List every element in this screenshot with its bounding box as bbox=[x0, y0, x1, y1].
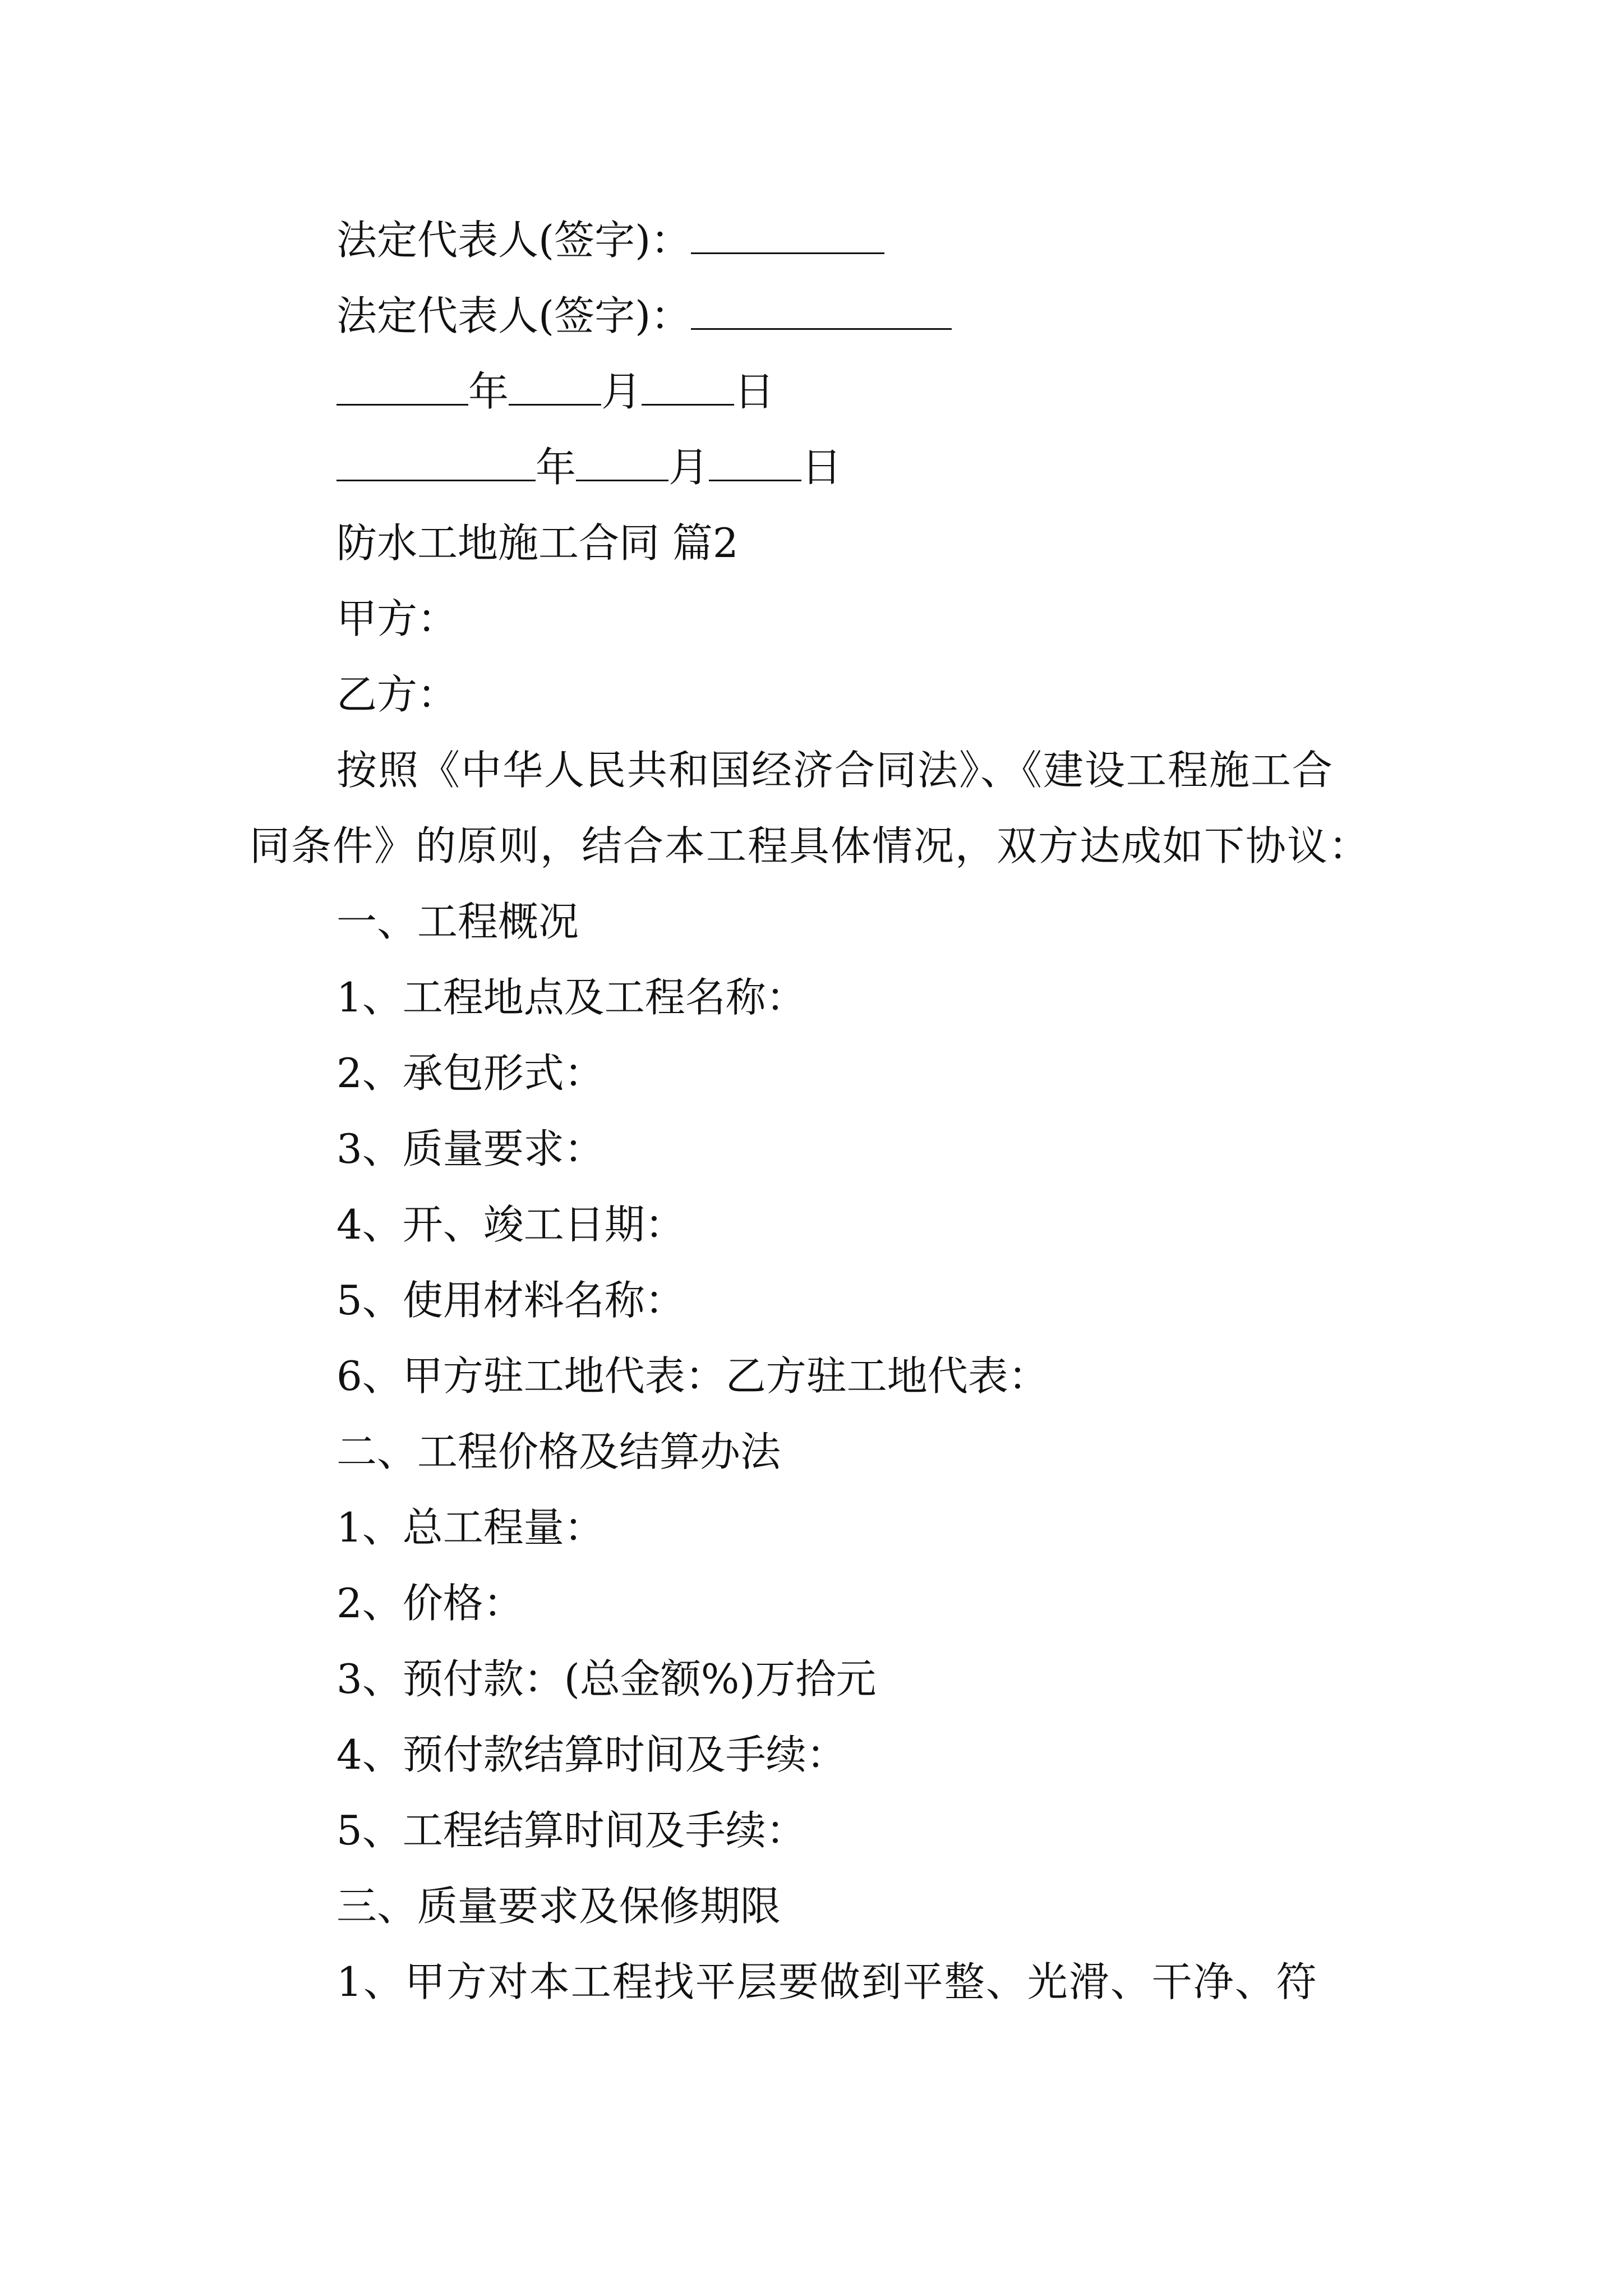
section-2-item-1: 1、总工程量： bbox=[336, 1504, 605, 1551]
intro-line-2: 同条件》的原则，结合本工程具体情况，双方达成如下协议： bbox=[250, 822, 1371, 869]
month-blank-1 bbox=[509, 370, 601, 406]
section-heading-3: 三、质量要求及保修期限 bbox=[336, 1883, 781, 1930]
section-1-item-6: 6、甲方驻工地代表：乙方驻工地代表： bbox=[336, 1352, 1049, 1400]
section-heading-1: 一、工程概况 bbox=[336, 898, 579, 945]
month-blank-2 bbox=[576, 446, 668, 481]
year-blank-2 bbox=[336, 446, 536, 481]
document-title: 防水工地施工合同 篇2 bbox=[336, 519, 739, 567]
legal-rep-signature-line-2 bbox=[336, 289, 952, 343]
date-line-2 bbox=[336, 440, 842, 494]
month-label-1: 月 bbox=[601, 368, 642, 415]
section-3-item-1: 1、甲方对本工程找平层要做到平整、光滑、干净、符 bbox=[336, 1958, 1318, 2005]
day-blank-2 bbox=[709, 446, 801, 481]
party-b: 乙方： bbox=[336, 671, 458, 718]
signature-blank-2 bbox=[691, 295, 952, 330]
party-a: 甲方： bbox=[336, 595, 458, 642]
legal-rep-label-1: 法定代表人(签字)： bbox=[336, 217, 691, 264]
section-heading-2: 二、工程价格及结算办法 bbox=[336, 1428, 781, 1475]
section-1-item-1: 1、工程地点及工程名称： bbox=[336, 974, 806, 1021]
section-2-item-5: 5、工程结算时间及手续： bbox=[336, 1807, 806, 1854]
year-label-1: 年 bbox=[468, 368, 509, 415]
section-1-item-3: 3、质量要求： bbox=[336, 1125, 605, 1172]
section-1-item-2: 2、承包形式： bbox=[336, 1050, 605, 1097]
section-2-item-2: 2、价格： bbox=[336, 1580, 524, 1627]
day-label-2: 日 bbox=[801, 444, 842, 491]
day-blank-1 bbox=[642, 370, 734, 406]
legal-rep-signature-line-1 bbox=[336, 213, 884, 267]
year-label-2: 年 bbox=[536, 444, 577, 491]
year-blank-1 bbox=[336, 370, 468, 406]
legal-rep-label-2: 法定代表人(签字)： bbox=[336, 292, 691, 339]
date-line-1 bbox=[336, 365, 774, 418]
signature-blank-1 bbox=[691, 219, 884, 254]
section-2-item-4: 4、预付款结算时间及手续： bbox=[336, 1731, 847, 1778]
intro-line-1: 按照《中华人民共和国经济合同法》、《建设工程施工合 bbox=[336, 747, 1334, 794]
section-2-item-3: 3、预付款：(总金额%)万拾元 bbox=[336, 1655, 877, 1703]
section-1-item-5: 5、使用材料名称： bbox=[336, 1277, 685, 1324]
month-label-2: 月 bbox=[668, 444, 709, 491]
day-label-1: 日 bbox=[734, 368, 775, 415]
section-1-item-4: 4、开、竣工日期： bbox=[336, 1201, 685, 1248]
